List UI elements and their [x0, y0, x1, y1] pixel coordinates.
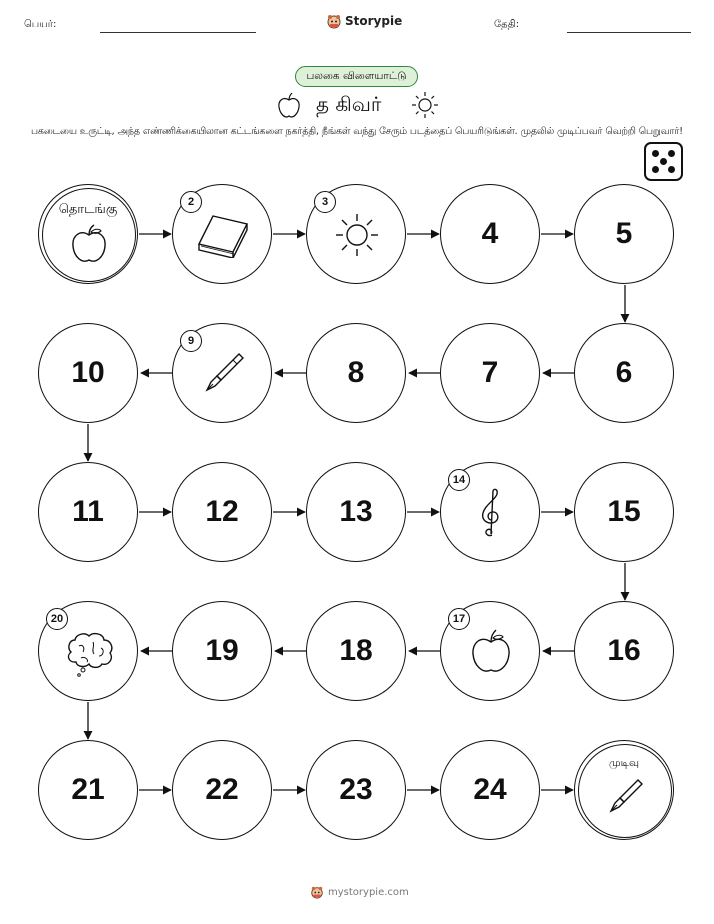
apple-icon — [69, 223, 109, 267]
cell-number-badge: 2 — [180, 191, 202, 213]
end-label: முடிவு — [608, 757, 640, 769]
cell-number-badge: 9 — [180, 330, 202, 352]
cell-number: 16 — [607, 634, 641, 667]
cell-8 — [306, 323, 406, 423]
cell-4 — [440, 184, 540, 284]
cell-13 — [306, 462, 406, 562]
cell-22 — [172, 740, 272, 840]
cell-21 — [38, 740, 138, 840]
cell-number: 22 — [205, 773, 239, 806]
mascot-icon — [310, 885, 324, 899]
instructions: பகடையை உருட்டி, அந்த எண்ணிக்கையிலான கட்டங்களை நகர்த்தி, நீங்கள் வந்து சேரும் படத்தைப் பெயரிடுங்கள். முதலில் முடிப்பவர் வெற்றி பெறுவார்! — [30, 126, 684, 137]
cell-number: 24 — [473, 773, 507, 806]
apple-icon — [469, 628, 513, 678]
cell-number-badge: 20 — [46, 608, 68, 630]
brand-name: Storypie — [345, 14, 403, 28]
cell-19 — [172, 601, 272, 701]
end-cell — [574, 740, 674, 840]
cell-number: 18 — [339, 634, 373, 667]
cell-number: 19 — [205, 634, 239, 667]
page-title: த கிவர் — [316, 92, 382, 116]
fountain-pen-icon — [605, 777, 645, 817]
start-label: தொடங்கு — [58, 202, 118, 217]
cell-number-badge: 17 — [448, 608, 470, 630]
cell-6 — [574, 323, 674, 423]
cell-number: 8 — [347, 356, 365, 389]
cell-18 — [306, 601, 406, 701]
cell-number-badge: 14 — [448, 469, 470, 491]
brain-icon — [63, 630, 117, 678]
footer-url[interactable]: mystorypie.com — [328, 886, 409, 898]
name-label: பெயர்: — [24, 19, 57, 30]
cell-number: 21 — [71, 773, 105, 806]
book-icon — [195, 212, 251, 258]
cell-number: 12 — [205, 495, 239, 528]
date-label: தேதி: — [494, 19, 520, 30]
cell-11 — [38, 462, 138, 562]
cell-7 — [440, 323, 540, 423]
cell-number: 23 — [339, 773, 373, 806]
cell-5 — [574, 184, 674, 284]
cell-12 — [172, 462, 272, 562]
cell-number: 4 — [481, 217, 499, 250]
fountain-pen-icon — [199, 350, 247, 398]
cell-number: 5 — [615, 217, 633, 250]
cell-number: 10 — [71, 356, 105, 389]
cell-number: 11 — [72, 495, 104, 528]
sun-icon — [333, 211, 381, 259]
cell-16 — [574, 601, 674, 701]
cell-number: 6 — [615, 356, 633, 389]
cell-number: 15 — [607, 495, 641, 528]
cell-10 — [38, 323, 138, 423]
cell-24 — [440, 740, 540, 840]
cell-number: 7 — [481, 356, 499, 389]
cell-23 — [306, 740, 406, 840]
treble-clef-icon — [477, 487, 505, 541]
cell-number: 13 — [339, 495, 373, 528]
footer — [310, 885, 409, 899]
cell-15 — [574, 462, 674, 562]
category-pill: பலகை விளையாட்டு — [295, 66, 418, 87]
start-cell — [38, 184, 138, 284]
cell-number-badge: 3 — [314, 191, 336, 213]
